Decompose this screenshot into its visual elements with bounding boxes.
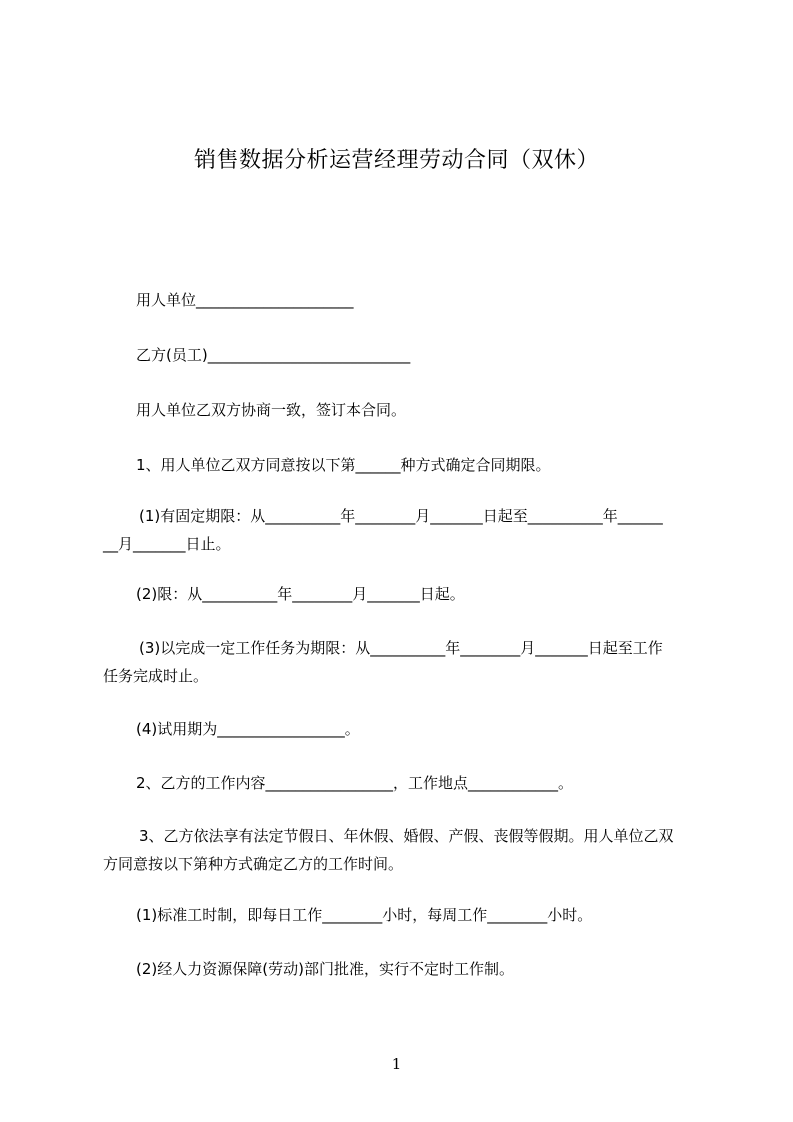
clause-1-option-1-cont: __月_______日止。 xyxy=(103,535,231,553)
clause-1-option-1: (1)有固定期限：从__________年________月_______日起至__________年______ xyxy=(139,507,663,525)
clause-1: 1、用人单位乙双方同意按以下第______种方式确定合同期限。 xyxy=(136,456,551,474)
agreement-intro: 用人单位乙双方协商一致，签订本合同。 xyxy=(136,401,407,419)
clause-3-cont: 方同意按以下第种方式确定乙方的工作时间。 xyxy=(103,855,404,873)
clause-1-option-3: (3)以完成一定工作任务为期限：从__________年________月_______日起至工作 xyxy=(139,639,663,657)
clause-3-option-1: (1)标准工时制，即每日工作________小时，每周工作________小时。 xyxy=(136,906,593,924)
clause-3-option-2: (2)经人力资源保障(劳动)部门批准，实行不定时工作制。 xyxy=(136,960,514,978)
clause-3: 3、乙方依法享有法定节假日、年休假、婚假、产假、丧假等假期。用人单位乙双 xyxy=(139,827,674,845)
employee-line: 乙方(员工)___________________________ xyxy=(136,346,411,364)
page-number: 1 xyxy=(391,1055,402,1073)
clause-1-option-2: (2)限：从__________年________月_______日起。 xyxy=(136,585,465,603)
clause-1-option-4: (4)试用期为_________________。 xyxy=(136,720,360,738)
clause-2: 2、乙方的工作内容_________________，工作地点____________。 xyxy=(136,774,574,792)
document-title: 销售数据分析运营经理劳动合同（双休） xyxy=(193,148,599,173)
clause-1-option-3-cont: 任务完成时止。 xyxy=(103,667,209,685)
employer-line: 用人单位_____________________ xyxy=(136,291,354,309)
